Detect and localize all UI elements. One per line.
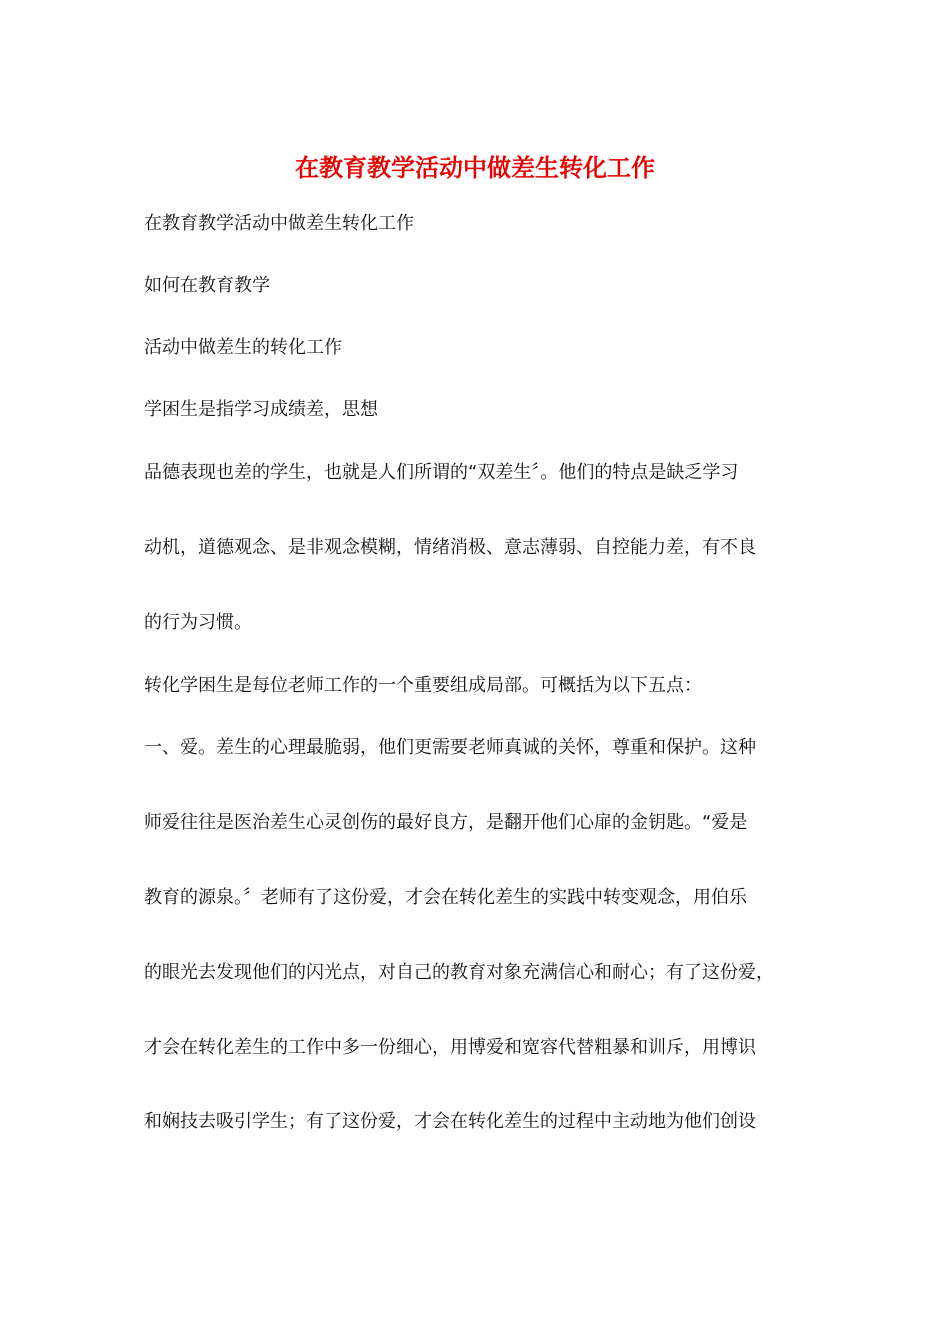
body-line-8: 转化学困生是每位老师工作的一个重要组成局部。可概括为以下五点：: [144, 675, 702, 696]
body-line-2: 如何在教育教学: [144, 275, 270, 296]
body-line-5: 品德表现也差的学生，也就是人们所谓的“双差生〞。他们的特点是缺乏学习: [144, 462, 739, 483]
body-line-6: 动机，道德观念、是非观念模糊，情绪消极、意志薄弱、自控能力差，有不良: [144, 537, 756, 558]
body-line-13: 才会在转化差生的工作中多一份细心，用博爱和宽容代替粗暴和训斥，用博识: [144, 1037, 756, 1058]
body-line-11: 教育的源泉。〞老师有了这份爱，才会在转化差生的实践中转变观念，用伯乐: [144, 887, 747, 908]
body-line-10: 师爱往往是医治差生心灵创伤的最好良方，是翻开他们心扉的金钥匙。“爱是: [144, 812, 748, 833]
document-title: 在教育教学活动中做差生转化工作: [295, 153, 655, 182]
body-line-1: 在教育教学活动中做差生转化工作: [144, 213, 414, 234]
body-line-12: 的眼光去发现他们的闪光点，对自己的教育对象充满信心和耐心；有了这份爱，: [144, 962, 774, 983]
body-line-7: 的行为习惯。: [144, 612, 252, 633]
body-line-3: 活动中做差生的转化工作: [144, 337, 342, 358]
body-line-14: 和娴技去吸引学生；有了这份爱，才会在转化差生的过程中主动地为他们创设: [144, 1111, 756, 1132]
body-line-4: 学困生是指学习成绩差，思想: [144, 399, 378, 420]
body-line-9: 一、爱。差生的心理最脆弱，他们更需要老师真诚的关怀，尊重和保护。这种: [144, 737, 756, 758]
